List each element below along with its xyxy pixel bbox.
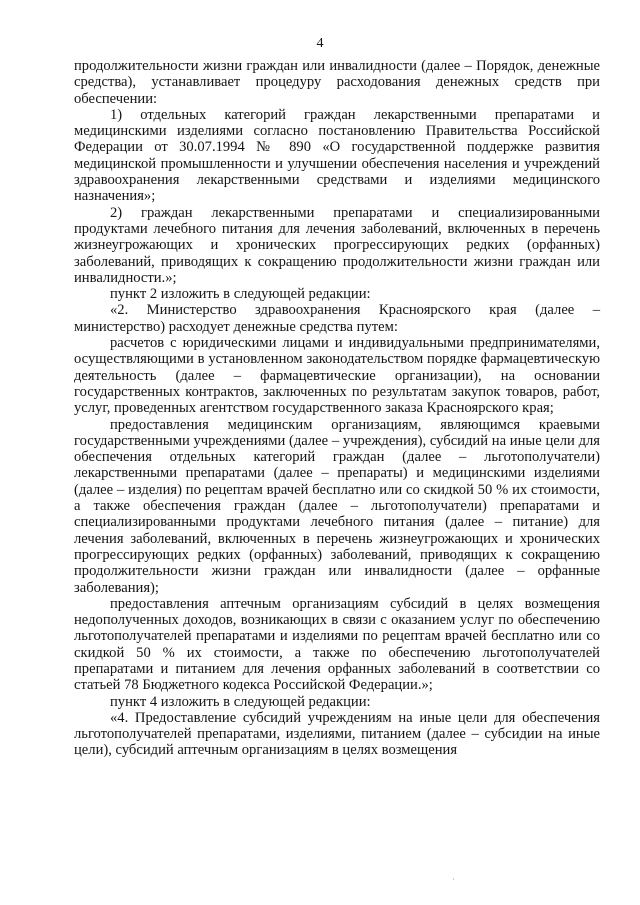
paragraph-point-2: «2. Министерство здравоохранения Красноярского края (далее – министерство) расходует денежные средства путем: xyxy=(74,302,600,335)
paragraph-amend-point-4: пункт 4 изложить в следующей редакции: xyxy=(110,693,371,710)
page-number: 4 xyxy=(316,36,324,51)
document-body xyxy=(74,58,600,759)
paragraph-continuation: продолжительности жизни граждан или инвалидности (далее – Порядок, денежные средства), устанавливает процедуру расходования денежных средств при обеспечении: xyxy=(74,58,600,107)
paragraph-settlements: расчетов с юридическими лицами и индивидуальными предпринимателями, осуществляющими в установленном законодательством порядке фармацевтическую деятельность (далее – фармацевтические организации), на основании государственных контрактов, заключенных по результатам закупок товаров, работ, услуг, проведенных агентством государственного заказа Красноярского края; xyxy=(74,335,600,417)
paragraph-amend-point-2: пункт 2 изложить в следующей редакции: xyxy=(110,286,371,303)
paragraph-item-1: 1) отдельных категорий граждан лекарственными препаратами и медицинскими изделиями согласно постановлению Правительства Российской Федерации от 30.07.1994 № 890 «О государственной поддержке развития медицинской промышленности и улучшении обеспечения населения и учреждений здравоохранения лекарственными средствами и изделиями медицинского назначения»; xyxy=(74,106,600,205)
paragraph-subsidies-pharmacies: предоставления аптечным организациям субсидий в целях возмещения недополученных доходов, возникающих в связи с оказанием услуг по обеспечению льготополучателей препаратами и изделиями по рецептам врачей бесплатно или со скидкой 50 % их стоимости, а также по обеспечению льготополучателей препаратами и питанием для лечения орфанных заболеваний в соответствии со статьей 78 Бюджетного кодекса Российской Федерации.»; xyxy=(74,595,600,694)
paragraph-item-2: 2) граждан лекарственными препаратами и специализированными продуктами лечебного питания для лечения заболеваний, включенных в перечень жизнеугрожающих и хронических прогрессирующих редких (орфанных) заболеваний, приводящих к сокращению продолжительности жизни граждан или инвалидности.»; xyxy=(74,204,600,286)
scan-dot-mark: · xyxy=(452,875,455,884)
paragraph-subsidies-institutions: предоставления медицинским организациям, являющимся краевыми государственными учреждениями (далее – учреждения), субсидий на иные цели для обеспечения отдельных категорий граждан (далее – льготополучатели) лекарственными препаратами (далее – препараты) и медицинскими изделиями (далее – изделия) по рецептам врачей бесплатно или со скидкой 50 % их стоимости, а также обеспечения граждан (далее – льготополучатели) препаратами и специализированными продуктами лечебного питания (далее – питание) для лечения заболеваний, включенных в перечень жизнеугрожающих и хронических прогрессирующих редких (орфанных) заболеваний, приводящих к сокращению продолжительности жизни граждан или инвалидности (далее – орфанные заболевания); xyxy=(74,416,600,596)
paragraph-point-4: «4. Предоставление субсидий учреждениям на иные цели для обеспечения льготополучателей препаратами, изделиями, питанием (далее – субсидии на иные цели), субсидий аптечным организациям в целях возмещения xyxy=(74,709,600,759)
